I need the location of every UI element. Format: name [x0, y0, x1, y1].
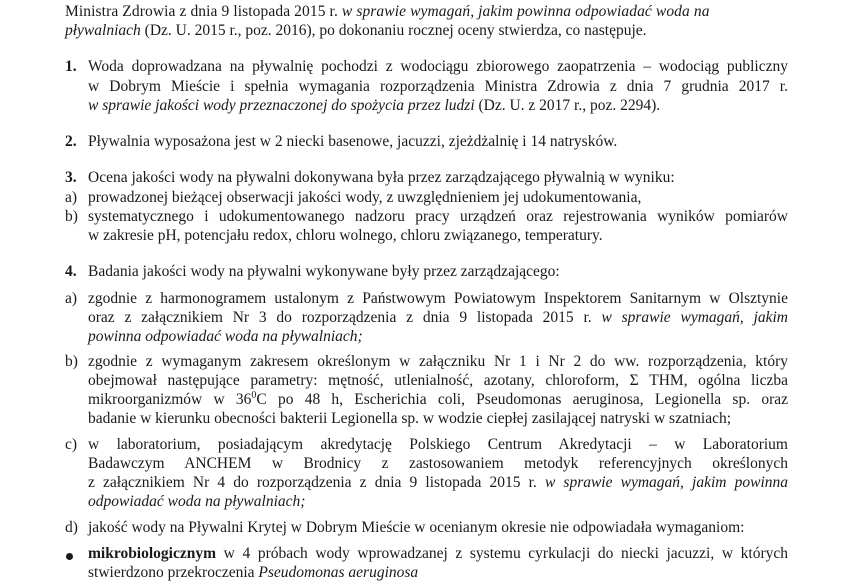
point-4-b-line-2: obejmował następujące parametry: mętność, utlenialność, azotany, chloroform, Σ THM, ogólna liczba [88, 372, 788, 389]
point-3-line-1: Ocena jakości wody na pływalni dokonywana była przez zarządzającego pływalnią w wyniku: [88, 169, 675, 186]
intro-line-2: pływalniach (Dz. U. 2015 r., poz. 2016), po dokonaniu rocznej oceny stwierdza, co następuje. [65, 22, 647, 39]
point-3-b-line-2: w zakresie pH, potencjału redox, chloru wolnego, chloru związanego, temperatury. [88, 227, 603, 244]
point-4-c-line-4: odpowiadać woda na pływalniach; [88, 493, 306, 510]
point-3-number: 3. [65, 169, 77, 186]
point-4-b-label: b) [65, 353, 78, 370]
point-4-a-label: a) [65, 290, 78, 307]
point-3-b-label: b) [65, 208, 78, 225]
point-4-a-line-1: zgodnie z harmonogramem ustalonym z Państwowym Powiatowym Inspektorem Sanitarnym w Olsztynie [88, 290, 788, 307]
point-4-c-line-3: z załącznikiem Nr 4 do rozporządzenia z dnia 9 listopada 2015 r. w sprawie wymagań, jakim powinna [88, 474, 789, 491]
point-4-c-line-1: w laboratorium, posiadającym akredytację Polskiego Centrum Akredytacji – w Laboratorium [88, 436, 788, 453]
point-4-d-label: d) [65, 519, 78, 536]
bullet-line-1: mikrobiologicznym w 4 próbach wody wprowadzanej z systemu cyrkulacji do niecki jacuzzi, w których [88, 545, 789, 562]
point-4-a-line-2: oraz z załącznikiem Nr 3 do rozporządzenia z dnia 9 listopada 2015 r. w sprawie wymagań, jakim [88, 309, 789, 326]
point-4-c-line-2: Badawczym ANCHEM w Brodnicy z zastosowaniem metodyk referencyjnych określonych [88, 455, 788, 472]
intro-line-1: Ministra Zdrowia z dnia 9 listopada 2015 r. w sprawie wymagań, jakim powinna odpowiadać woda na [65, 3, 710, 20]
point-4-d-line-1: jakość wody na Pływalni Krytej w Dobrym Mieście w ocenianym okresie nie odpowiadała wymaganiom: [88, 519, 745, 536]
point-1-number: 1. [65, 58, 77, 75]
point-4-b-line-1: zgodnie z wymaganym zakresem określonym w załączniku Nr 1 i Nr 2 do ww. rozporządzenia, który [88, 353, 788, 370]
bullet-line-2: stwierdzono przekroczenia Pseudomonas aeruginosa [88, 564, 419, 581]
point-1-line-1: Woda doprowadzana na pływalnię pochodzi z wodociągu zbiorowego zaopatrzenia – wodociąg publiczny [88, 58, 788, 75]
point-1-line-2: w Dobrym Mieście i spełnia wymagania rozporządzenia Ministra Zdrowia z dnia 7 grudnia 2017 r. [88, 78, 788, 95]
bullet-dot-icon [66, 553, 73, 560]
point-4-c-label: c) [65, 436, 78, 453]
point-1-line-3: w sprawie jakości wody przeznaczonej do spożycia przez ludzi (Dz. U. z 2017 r., poz. 2294). [88, 97, 661, 114]
point-4-b-line-3: mikroorganizmów w $36^0C$ po 48 h, Escherichia coli, Pseudomonas aeruginosa, Legionella sp. oraz [88, 389, 788, 408]
point-4-b-line-4: badanie w kierunku obecności bakterii Legionella sp. w wodzie ciepłej zasilającej natryski w szatniach; [88, 410, 732, 427]
point-3-b-line-1: systematycznego i udokumentowanego nadzoru pracy urządzeń oraz rejestrowania wyników pomiarów [88, 208, 788, 225]
point-2-number: 2. [65, 133, 77, 150]
point-4-line-1: Badania jakości wody na pływalni wykonywane były przez zarządzającego: [88, 263, 560, 280]
point-4-a-line-3: powinna odpowiadać woda na pływalniach; [88, 328, 363, 345]
point-4-number: 4. [65, 263, 77, 280]
point-3-a-text: prowadzonej bieżącej obserwacji jakości wody, z uwzględnieniem jej udokumentowania, [88, 189, 642, 206]
point-3-a-label: a) [65, 189, 78, 206]
point-2-line-1: Pływalnia wyposażona jest w 2 niecki basenowe, jacuzzi, zjeżdżalnię i 14 natrysków. [88, 133, 618, 150]
